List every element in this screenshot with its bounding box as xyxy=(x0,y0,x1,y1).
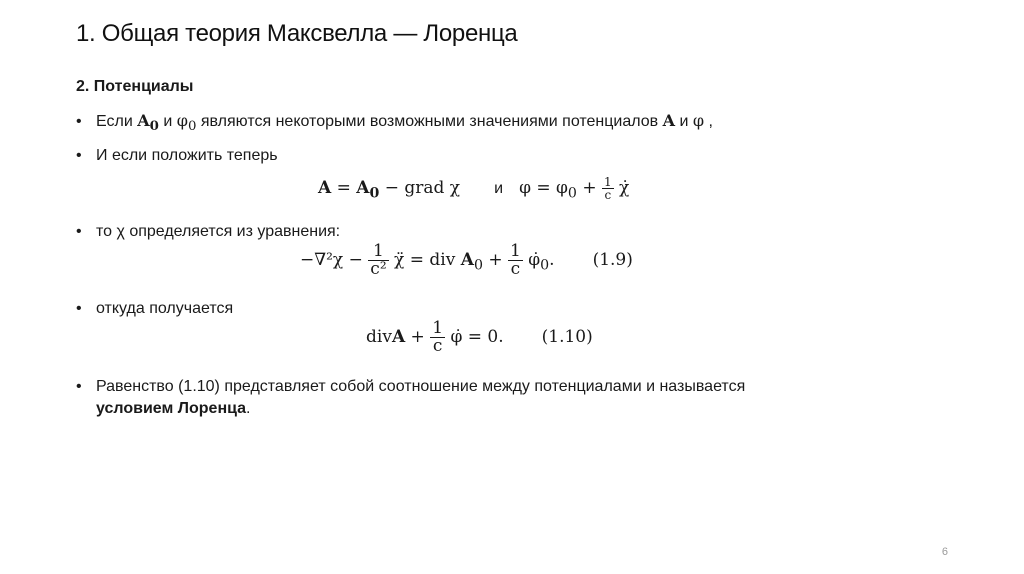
bullet-text: , xyxy=(704,113,713,130)
bullet-marker: • xyxy=(76,223,82,240)
equation-gauge-transform: $A = A_0$ − grad χ и $\varphi = \varphi_0$ + $\frac{1}{c}$ χ̇ xyxy=(318,175,630,202)
section-heading: 2. Потенциалы xyxy=(76,78,194,95)
bullet-whence xyxy=(76,298,233,320)
bullet-marker: • xyxy=(76,300,82,317)
equation-number: (1.10) xyxy=(541,327,593,347)
bullet-text: и xyxy=(675,113,693,130)
bullet-marker: • xyxy=(76,378,82,395)
bullet-text: и xyxy=(158,113,177,130)
bullet-chi-equation xyxy=(76,221,340,243)
bullet-text: Если xyxy=(96,113,138,130)
bullet-lorenz-condition: • Равенство (1.10) представляет собой соотношение между потенциалами и называется условием Лоренца. xyxy=(76,378,746,417)
bullet-potentials-values xyxy=(76,110,713,138)
bullet-text: И если положить теперь xyxy=(96,147,278,164)
bullet-text: то χ определяется из уравнения: xyxy=(96,223,341,240)
symbol-a0: $A_0$ xyxy=(137,111,159,135)
equation-number: (1.9) xyxy=(592,250,633,270)
bullet-text: являются некоторыми возможными значениями потенциалов xyxy=(196,113,663,130)
equation-1-9: −∇²χ − $\frac{1}{\text{c²}}$ χ̈ = div $A_0$ + $\frac{1}{c}$ $\varphi̇_0$. (1.9) xyxy=(300,241,633,279)
page-number: 6 xyxy=(941,546,948,558)
symbol-phi0: $\varphi_0$ xyxy=(176,111,197,135)
slide-title: 1. Общая теория Максвелла — Лоренца xyxy=(76,20,518,47)
fraction-1-over-c: $\frac{1}{c}$ xyxy=(432,318,444,356)
fraction-1-over-c: $\frac{1}{c}$ xyxy=(604,175,612,202)
equation-1-10: divA + $\frac{1}{c}$ φ̇ = 0. (1.10) xyxy=(366,318,593,356)
bullet-marker: • xyxy=(76,113,82,130)
symbol-phi: φ xyxy=(692,111,705,130)
fraction-1-over-c-squared: $\frac{1}{\text{c²}}$ xyxy=(370,241,387,279)
bullet-set-now xyxy=(76,145,278,167)
symbol-a: A xyxy=(662,111,676,130)
lorenz-condition-term: условием Лоренца xyxy=(96,400,247,417)
bullet-marker: • xyxy=(76,147,82,164)
bullet-text: откуда получается xyxy=(96,300,234,317)
fraction-1-over-c: $\frac{1}{c}$ xyxy=(510,241,521,279)
bullet-text: Равенство (1.10) представляет собой соотношение между потенциалами и называется xyxy=(96,378,746,395)
